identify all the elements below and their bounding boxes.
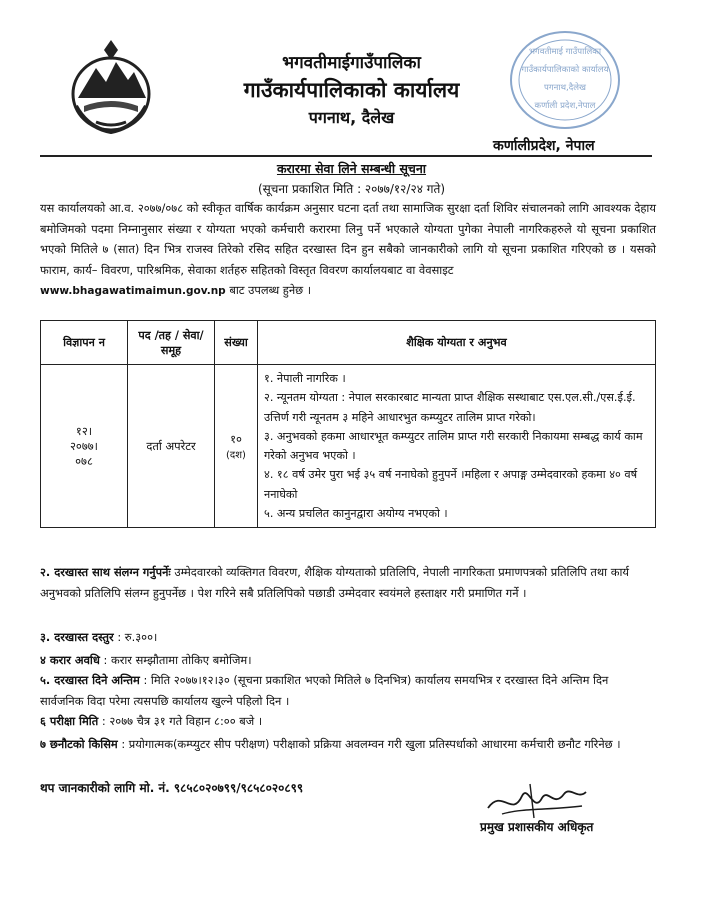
intro-text: यस कार्यालयको आ.व. २०७७/०७८ को स्वीकृत वार्षिक कार्यक्रम अनुसार घटना दर्ता तथा सामाजिक सुरक्षा दर्ता शिविर संचालनको लागि आवश्यक देहाय बमोजिमको पदमा निम्नानुसार संख्या र योग्यता भएको कर्मचारी करारमा लिनु पर्ने भएकाले योग्यता पुगेका नेपाली नागरिकहरुले यो सूचना प्रकाशित भएको मितिले ७ (सात) दिन भित्र राजस्व तिरेको रसिद सहित दरखास्त दिन हुन सबैको जानकारीको लागि यो सूचना प्रकाशित गरिएको छ । यसको फाराम, कार्य– विवरण, पारिश्रमिक, सेवाका शर्तहरु सहितको विस्तृत विवरण कार्यालयबाट वा वेवसाइट: [40, 201, 656, 277]
qualification-item: २. न्यूनतम योग्यता : नेपाल सरकारबाट मान्यता प्राप्त शैक्षिक सस्थाबाट एस.एल.सी./एस.ई.ई. उत्तिर्ण गरी न्यूनतम ३ महिने आधारभुत कम्प्युटर तालिम प्राप्त गरेको।: [264, 391, 636, 424]
section-text: : करार सम्झौतामा तोकिए बमोजिम।: [99, 653, 252, 667]
section-heading: ७ छनौटको किसिम: [40, 737, 118, 751]
signatory-title: प्रमुख प्रशासकीय अधिकृत: [480, 820, 594, 834]
office-seal-stamp: [507, 28, 623, 132]
contact-info: थप जानकारीको लागि मो. नं. ९८५८०२०७९९/९८५८०२०८९९: [40, 781, 304, 795]
table-row: [41, 365, 656, 528]
col-qualification: शैक्षिक योग्यता र अनुभव: [258, 321, 656, 365]
qualification-item: १. नेपाली नागरिक ।: [264, 372, 346, 385]
ad-number-line: २०७७।: [69, 438, 98, 453]
vacancy-table: [40, 320, 656, 528]
table-header-row: [41, 321, 656, 365]
ad-number-line: ०७८: [75, 453, 93, 468]
office-name: भगवतीमाईगाउँपालिका: [282, 53, 421, 73]
section-text: : रु.३००।: [113, 630, 158, 644]
handwritten-signature: [482, 778, 592, 822]
seal-line-1: भगवतीमाई गाउँपालिका: [528, 47, 602, 57]
section-text: : प्रयोगात्मक(कम्प्युटर सीप परीक्षण) परीक्षाको प्रक्रिया अवलम्वन गरी खुला प्रतिस्पर्धाको आधारमा कर्मचारी छनौट गरिनेछ ।: [117, 737, 621, 751]
section-attachments: [40, 562, 652, 604]
col-post: पद /तह / सेवा/समूह: [128, 321, 215, 365]
ad-number-line: १२।: [75, 423, 93, 438]
section-fee: [40, 627, 652, 648]
section-text: उम्मेदवारको व्यक्तिगत विवरण, शैक्षिक योग्यताको प्रतिलिपि, नेपाली नागरिकता प्रमाणपत्रको प्रतिलिपि तथा कार्य अनुभवको प्रतिलिपि संलग्न हुनुपर्नेछ । पेश गरिने सबै प्रतिलिपिको पछाडी उम्मेदवार स्वयंमले हस्ताक्षर गरी प्रमाणित गर्ने ।: [40, 565, 630, 600]
section-heading: ६ परीक्षा मिति: [40, 714, 99, 728]
section-text: : मिति २०७७।१२।३० (सूचना प्रकाशित भएको मितिले ७ दिनभित्र) कार्यालय समयभित्र र दरखास्त दिने अन्तिम दिन सार्वजनिक विदा परेमा त्यसपछि कार्यालय खुल्ने पहिलो दिन ।: [40, 673, 609, 708]
col-count: संख्या: [215, 321, 258, 365]
count-words: (दश): [226, 449, 246, 461]
section-selection-type: [40, 734, 652, 755]
qualification-cell: [258, 365, 656, 528]
post-cell: दर्ता अपरेटर: [128, 365, 215, 528]
publish-date: (सूचना प्रकाशित मिति : २०७७/१२/२४ गते): [257, 182, 446, 196]
seal-line-4: कर्णाली प्रदेश,नेपाल: [534, 101, 596, 111]
notice-intro: [40, 198, 656, 302]
section-text: : २०७७ चैत्र ३१ गते विहान ८:०० बजे ।: [98, 714, 263, 728]
col-ad-number: विज्ञापन न: [41, 321, 128, 365]
section-contract-period: [40, 650, 652, 671]
section-heading: ३. दरखास्त दस्तुर: [40, 630, 114, 644]
qualification-item: ५. अन्य प्रचलित कानुनद्वारा अयोग्य नभएको ।: [264, 507, 448, 521]
intro-end: बाट उपलब्ध हुनेछ ।: [225, 283, 312, 297]
section-deadline: [40, 670, 652, 712]
qualification-item: ४. १८ वर्ष उमेर पुरा भई ३५ वर्ष ननाघेको हुनुपर्ने ।महिला र अपाङ्ग उम्मेदवारको हकमा ४० वर्ष ननाघेको: [264, 468, 638, 501]
notice-title: करारमा सेवा लिने सम्बन्धी सूचना: [276, 161, 427, 176]
province-label: कर्णालीप्रदेश, नेपाल: [493, 138, 595, 154]
header-divider: [40, 155, 652, 157]
seal-line-3: पगनाथ,दैलेख: [544, 83, 586, 93]
office-address: पगनाथ, दैलेख: [308, 108, 395, 127]
office-title: गाउँकार्यपालिकाको कार्यालय: [243, 78, 460, 102]
section-heading: ४ करार अवधि: [40, 653, 100, 667]
count-value: १०: [230, 431, 242, 446]
qualification-item: ३. अनुभवको हकमा आधारभूत कम्प्युटर तालिम प्राप्त गरी सरकारी निकायमा सम्बद्ध कार्य काम गरेको अनुभव भएको ।: [264, 429, 643, 463]
ad-number-cell: [41, 365, 128, 528]
website-link[interactable]: www.bhagawatimaimun.gov.np: [40, 285, 226, 297]
section-exam-date: [40, 711, 652, 732]
count-cell: [215, 365, 258, 528]
section-heading: ५. दरखास्त दिने अन्तिम: [40, 673, 140, 687]
seal-line-2: गाउँकार्यपालिकाको कार्यालय: [521, 65, 609, 75]
section-heading: २. दरखास्त साथ संलग्न गर्नुपर्नेः: [40, 565, 171, 579]
